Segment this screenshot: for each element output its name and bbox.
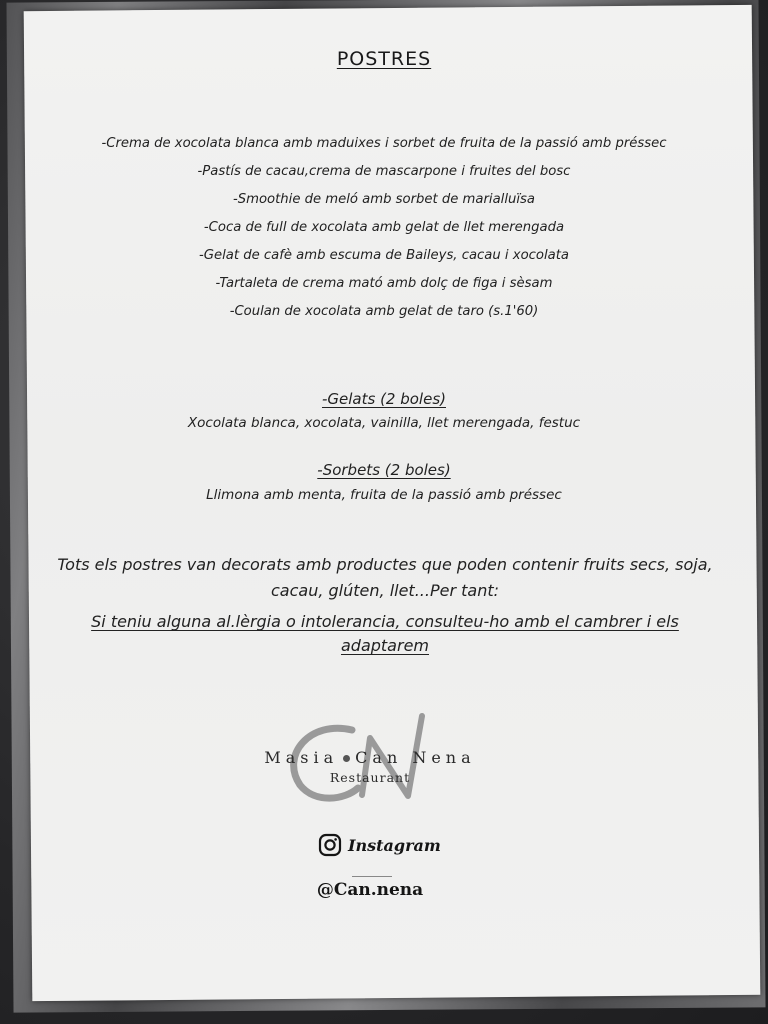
sorbets-flavours: Llimona amb menta, fruita de la passió amb préssec bbox=[206, 487, 562, 503]
brand-dot bbox=[343, 755, 350, 762]
instagram-label: Instagram bbox=[348, 835, 441, 855]
dessert-item: -Coulan de xocolata amb gelat de taro (s.1'60) bbox=[229, 304, 539, 319]
menu-title: POSTRES bbox=[336, 48, 432, 70]
dessert-item: -Coca de full de xocolata amb gelat de llet merengada bbox=[203, 220, 565, 235]
dessert-item: -Pastís de cacau,crema de mascarpone i fruites del bosc bbox=[197, 164, 571, 179]
sorbets-heading: -Sorbets (2 boles) bbox=[317, 461, 451, 479]
restaurant-logo bbox=[240, 700, 500, 810]
dessert-item: -Smoothie de meló amb sorbet de marialluïsa bbox=[233, 192, 535, 207]
allergen-notice: Tots els postres van decorats amb productes que poden contenir fruits secs, soja, cacau, glúten, llet...Per tant: bbox=[57, 555, 713, 600]
gelats-heading: -Gelats (2 boles) bbox=[321, 390, 446, 408]
divider bbox=[352, 876, 392, 877]
dessert-item: -Crema de xocolata blanca amb maduixes i sorbet de fruita de la passió amb préssec bbox=[101, 136, 667, 151]
allergen-advice: Si teniu alguna al.lèrgia o intolerancia, consulteu-ho amb el cambrer i els adaptarem bbox=[91, 612, 679, 655]
dessert-list bbox=[0, 130, 768, 326]
brand-name bbox=[240, 748, 500, 767]
instagram-icon bbox=[318, 833, 342, 857]
instagram-badge bbox=[318, 830, 441, 860]
dessert-item: -Gelat de cafè amb escuma de Baileys, cacau i xocolata bbox=[199, 248, 569, 263]
gelats-flavours: Xocolata blanca, xocolata, vainilla, llet merengada, festuc bbox=[187, 415, 581, 431]
brand-subtitle: Restaurant bbox=[329, 770, 411, 785]
dessert-item: -Tartaleta de crema mató amb dolç de figa i sèsam bbox=[215, 276, 553, 291]
brand-name-left: Masia bbox=[264, 748, 339, 767]
brand-name-right: Can Nena bbox=[355, 748, 476, 767]
instagram-handle: @Can.nena bbox=[316, 880, 424, 900]
